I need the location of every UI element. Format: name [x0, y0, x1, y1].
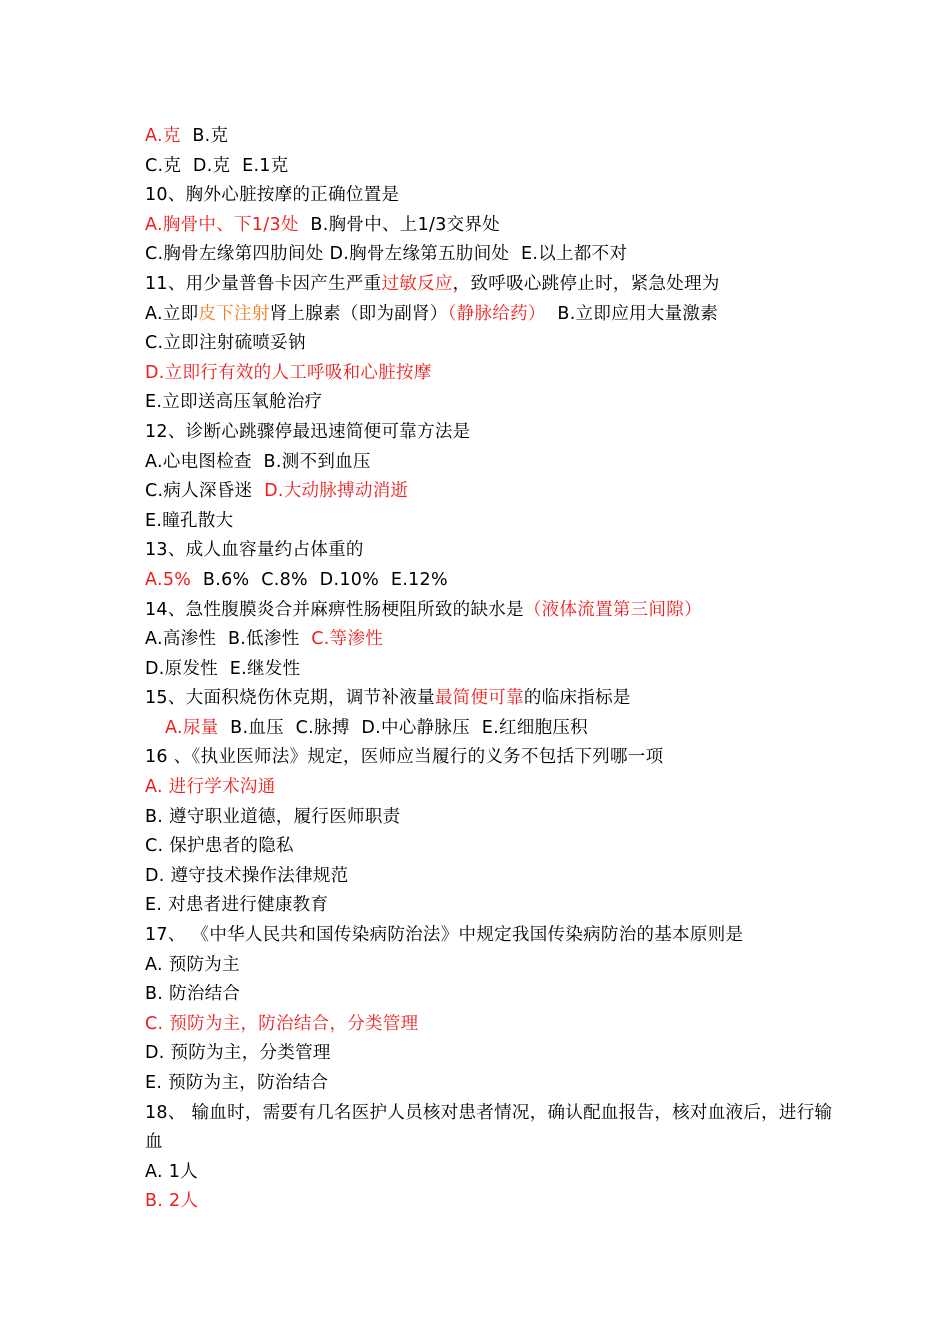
q13-option-c: C.8% [249, 569, 308, 590]
q17-stem: 17、 《中华人民共和国传染病防治法》中规定我国传染病防治的基本原则是 [145, 925, 744, 946]
q11-option-e: E.立即送高压氧舱治疗 [145, 392, 323, 413]
q10-option-c: C.胸骨左缘第四肋间处 [145, 244, 324, 265]
q13-stem: 13、成人血容量约占体重的 [145, 540, 364, 561]
q12-stem: 12、诊断心跳骤停最迅速简便可靠方法是 [145, 421, 471, 442]
q9-options-row-2 [145, 152, 835, 182]
q14-option-a: A.高渗性 [145, 629, 217, 650]
q12-option-a: A.心电图检查 [145, 451, 252, 472]
q16-option-b: B. 遵守职业道德，履行医师职责 [145, 806, 401, 827]
q12-options-row-1 [145, 448, 835, 478]
q11-stem-post: ，致呼吸心跳停止时，紧急处理为 [452, 273, 720, 294]
q10-option-a-answer: A.胸骨中、下1/3处 [145, 214, 299, 235]
q12-option-d-answer: D.大动脉搏动消逝 [252, 481, 409, 502]
q10-option-e: E.以上都不对 [509, 244, 628, 265]
q15-option-c: C.脉搏 [283, 717, 350, 738]
q18-option-a: A. 1人 [145, 1161, 198, 1182]
q17-option-c-answer: C. 预防为主，防治结合，分类管理 [145, 1013, 419, 1034]
q9-option-e: E.1克 [230, 155, 289, 176]
q9-option-d: D.克 [181, 155, 231, 176]
q12-option-b: B.测不到血压 [251, 451, 371, 472]
q15-stem-post: 的临床指标是 [523, 688, 631, 709]
q11-options-row-1 [145, 300, 835, 330]
q13-options-row [145, 566, 835, 596]
q15-option-a-answer: A.尿量 [165, 717, 219, 738]
q11-option-a-pre: A.立即 [145, 303, 199, 324]
q13-option-e: E.12% [379, 569, 448, 590]
q16-option-c: C. 保护患者的隐私 [145, 836, 294, 857]
q14-option-d: D.原发性 [145, 658, 219, 679]
q17-option-a: A. 预防为主 [145, 954, 240, 975]
q11-option-b: B.立即应用大量激素 [545, 303, 718, 324]
q15-option-d: D.中心静脉压 [349, 717, 471, 738]
q10-option-b: B.胸骨中、上1/3交界处 [298, 214, 501, 235]
q14-stem [145, 596, 835, 626]
q14-options-row-2 [145, 655, 835, 685]
q9-option-b: B.克 [180, 126, 229, 146]
q10-option-d: D.胸骨左缘第五肋间处 [323, 244, 510, 265]
q11-stem [145, 270, 835, 300]
q12-option-c: C.病人深昏迷 [145, 481, 253, 502]
q16-stem: 16 、《执业医师法》规定，医师应当履行的义务不包括下列哪一项 [145, 747, 664, 768]
q14-option-e: E.继发性 [218, 658, 301, 679]
q15-stem-highlight: 最简便可靠 [434, 688, 524, 709]
q17-option-b: B. 防治结合 [145, 984, 241, 1005]
q17-option-e: E. 预防为主，防治结合 [145, 1073, 329, 1093]
q18-stem: 18、 输血时，需要有几名医护人员核对患者情况，确认配血报告，核对血液后，进行输血 [145, 1102, 833, 1153]
q11-option-c: C.立即注射硫喷妥钠 [145, 333, 306, 354]
q14-option-b: B.低渗性 [216, 629, 300, 650]
q14-stem-note: （液体流置第三间隙） [523, 599, 702, 620]
q13-option-d: D.10% [307, 569, 380, 590]
q11-option-d-answer: D.立即行有效的人工呼吸和心脏按摩 [145, 362, 432, 383]
q15-stem [145, 684, 835, 714]
q15-option-e: E.红细胞压积 [470, 717, 588, 738]
q9-option-a-answer: A.克 [145, 126, 181, 146]
q15-option-b: B.血压 [218, 717, 284, 738]
q11-option-a-mid: 肾上腺素（即为副肾） [269, 303, 448, 324]
q10-stem: 10、胸外心脏按摩的正确位置是 [145, 185, 400, 206]
q13-option-a-answer: A.5% [145, 569, 192, 590]
q10-options-row-1 [145, 211, 835, 241]
q9-option-c: C.克 [145, 155, 182, 176]
q9-options-row-1 [145, 122, 835, 152]
q13-option-b: B.6% [191, 569, 250, 590]
q12-option-e: E.瞳孔散大 [145, 510, 234, 531]
q15-options-row [145, 714, 835, 744]
q14-option-c-answer: C.等渗性 [299, 629, 384, 650]
q16-option-a-answer: A. 进行学术沟通 [145, 777, 276, 798]
q11-stem-highlight: 过敏反应 [381, 273, 453, 294]
q10-options-row-2 [145, 240, 835, 270]
q12-options-row-2 [145, 477, 835, 507]
q18-option-b-answer: B. 2人 [145, 1191, 199, 1212]
q14-stem-text: 14、急性腹膜炎合并麻痹性肠梗阻所致的缺水是 [145, 599, 524, 620]
q16-option-d: D. 遵守技术操作法律规范 [145, 865, 349, 886]
q15-stem-pre: 15、大面积烧伤休克期，调节补液量 [145, 688, 435, 709]
question-list [145, 122, 835, 1217]
q14-options-row-1 [145, 625, 835, 655]
q11-option-a-highlight: 皮下注射 [198, 303, 270, 324]
q11-option-a-note: （静脉给药） [447, 303, 546, 324]
q16-option-e: E. 对患者进行健康教育 [145, 895, 329, 916]
q11-stem-pre: 11、用少量普鲁卡因产生严重 [145, 273, 382, 294]
q17-option-d: D. 预防为主，分类管理 [145, 1043, 331, 1064]
